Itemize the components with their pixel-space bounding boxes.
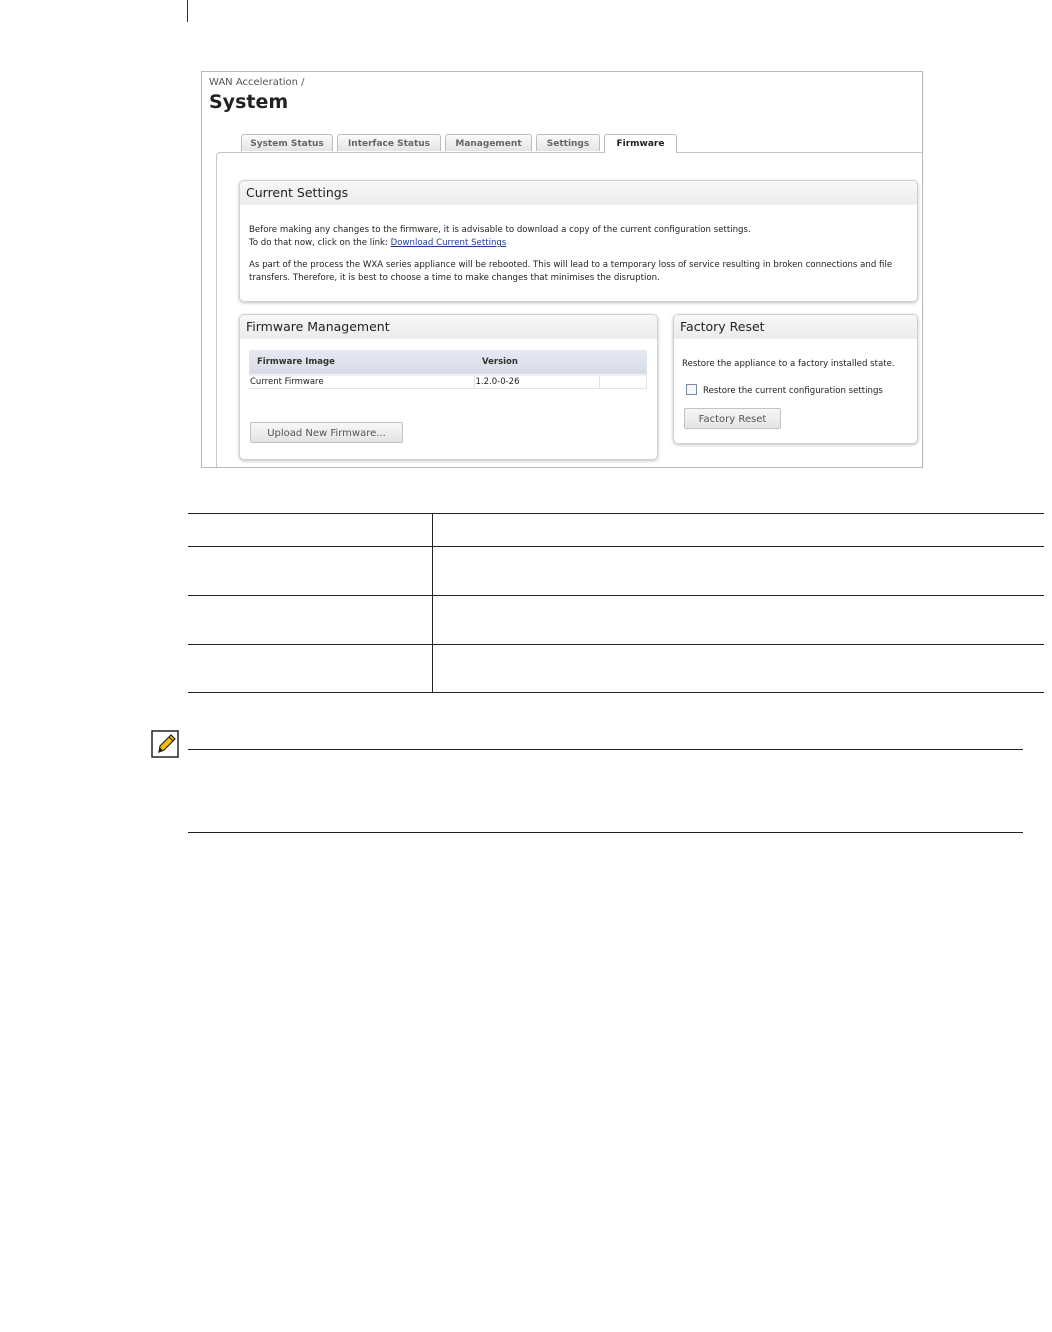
current-settings-text-3: As part of the process the WXA series appliance will be rebooted. This will lead to a temporary loss of service resulting in broken connections and file (249, 260, 893, 270)
tab-firmware[interactable]: Firmware (604, 134, 677, 153)
firmware-actions-cell (600, 375, 647, 389)
current-settings-text-1: Before making any changes to the firmware, it is advisable to download a copy of the current configuration settings. (249, 225, 751, 235)
pencil-note-icon (151, 730, 179, 758)
current-settings-text-4: transfers. Therefore, it is best to choose a time to make changes that minimises the disruption. (249, 273, 660, 283)
factory-reset-button[interactable]: Factory Reset (684, 408, 781, 429)
column-header-actions (600, 350, 647, 375)
page-title: System (209, 91, 289, 113)
screenshot-frame (201, 71, 923, 468)
firmware-management-panel (239, 314, 658, 460)
margin-rule (187, 0, 188, 22)
current-settings-title: Current Settings (240, 181, 917, 205)
note-rule-top (188, 749, 1023, 750)
table-rule-row-1 (188, 595, 1044, 596)
firmware-version-cell: 1.2.0-0-26 (474, 375, 600, 389)
table-rule-bottom (188, 692, 1044, 693)
tab-settings[interactable]: Settings (536, 134, 600, 151)
current-settings-text-2 (249, 237, 506, 250)
firmware-image-cell: Current Firmware (249, 375, 474, 389)
firmware-table (249, 350, 647, 389)
factory-reset-panel (673, 314, 918, 444)
firmware-management-title: Firmware Management (240, 315, 657, 339)
tab-system-status[interactable]: System Status (241, 134, 333, 151)
table-row[interactable] (249, 375, 647, 389)
factory-reset-title: Factory Reset (674, 315, 917, 339)
column-header-firmware-image: Firmware Image (249, 350, 474, 375)
table-rule-row-2 (188, 644, 1044, 645)
table-column-divider (432, 513, 433, 693)
upload-new-firmware-button[interactable]: Upload New Firmware... (250, 422, 403, 443)
download-current-settings-link[interactable]: Download Current Settings (390, 238, 507, 248)
note-rule-bottom (188, 832, 1023, 833)
table-rule-header (188, 546, 1044, 547)
restore-settings-label[interactable]: Restore the current configuration settings (703, 386, 883, 396)
restore-settings-checkbox[interactable] (686, 384, 697, 395)
tab-management[interactable]: Management (445, 134, 532, 151)
tab-interface-status[interactable]: Interface Status (337, 134, 441, 151)
breadcrumb[interactable]: WAN Acceleration / (209, 77, 305, 88)
table-rule-top (188, 513, 1044, 514)
download-prompt: To do that now, click on the link: (249, 238, 391, 248)
column-header-version: Version (474, 350, 600, 375)
factory-reset-description: Restore the appliance to a factory installed state. (682, 359, 895, 369)
current-settings-panel (239, 180, 918, 302)
